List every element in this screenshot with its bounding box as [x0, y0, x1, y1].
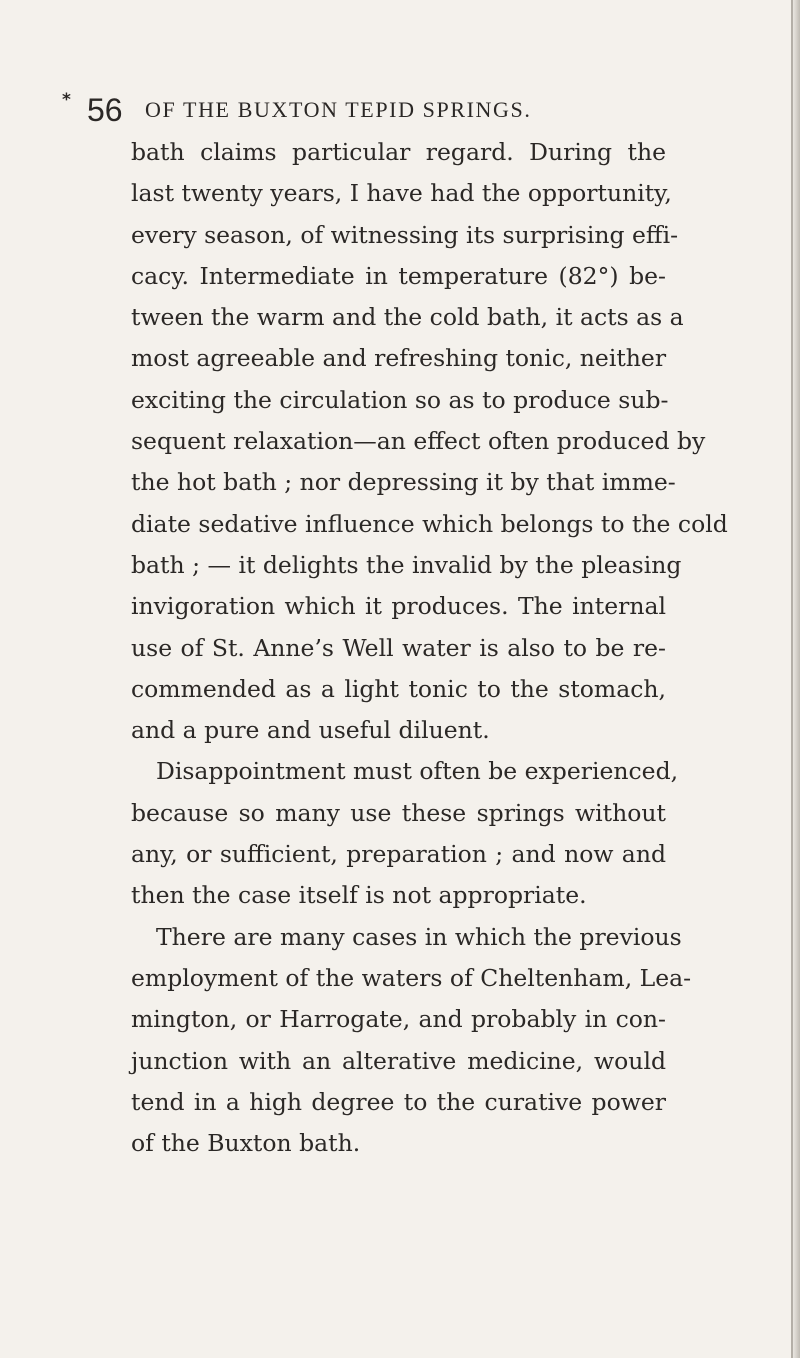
page-edge-line — [791, 0, 793, 1358]
paragraph-end-line: then the case itself is not appropriate. — [131, 881, 587, 910]
body-text — [131, 132, 728, 1164]
text-line: any, or sufficient, preparation ; and now and — [131, 840, 666, 869]
page-header — [52, 84, 772, 128]
text-line: every season, of witnessing its surprising effi- — [131, 220, 679, 249]
text-line: mington, or Harrogate, and probably in con- — [131, 1005, 666, 1034]
text-line: invigoration which it produces. The internal — [131, 592, 666, 621]
text-line: commended as a light tonic to the stomach, — [131, 674, 666, 703]
text-line: bath ; — it delights the invalid by the pleasing — [131, 550, 682, 579]
page-number: 56 — [87, 92, 123, 128]
running-head: OF THE BUXTON TEPID SPRINGS. — [145, 97, 532, 122]
text-line: sequent relaxation—an effect often produced by — [131, 427, 706, 456]
text-line: employment of the waters of Cheltenham, Lea- — [131, 963, 692, 992]
paragraph-start-line: There are many cases in which the previous — [156, 922, 682, 951]
text-line: the hot bath ; nor depressing it by that imme- — [131, 468, 676, 497]
text-line: tween the warm and the cold bath, it acts as a — [131, 303, 684, 332]
text-line: exciting the circulation so as to produce sub- — [131, 385, 669, 414]
asterisk-mark: * — [62, 90, 71, 110]
text-line: junction with an alterative medicine, would — [131, 1046, 666, 1075]
text-line: use of St. Anne’s Well water is also to be re- — [131, 633, 666, 662]
text-line: most agreeable and refreshing tonic, neither — [131, 344, 667, 373]
text-line: tend in a high degree to the curative power — [131, 1087, 666, 1116]
text-line: diate sedative influence which belongs to the cold — [131, 509, 728, 538]
text-line: last twenty years, I have had the opportunity, — [131, 179, 672, 208]
text-line: because so many use these springs without — [131, 798, 666, 827]
paragraph-start-line: Disappointment must often be experienced, — [156, 757, 679, 786]
text-line: bath claims particular regard. During the — [131, 138, 666, 166]
paragraph-end-line: of the Buxton bath. — [131, 1129, 361, 1158]
paragraph-end-line: and a pure and useful diluent. — [131, 716, 490, 745]
text-line: cacy. Intermediate in temperature (82°) be- — [131, 261, 666, 290]
